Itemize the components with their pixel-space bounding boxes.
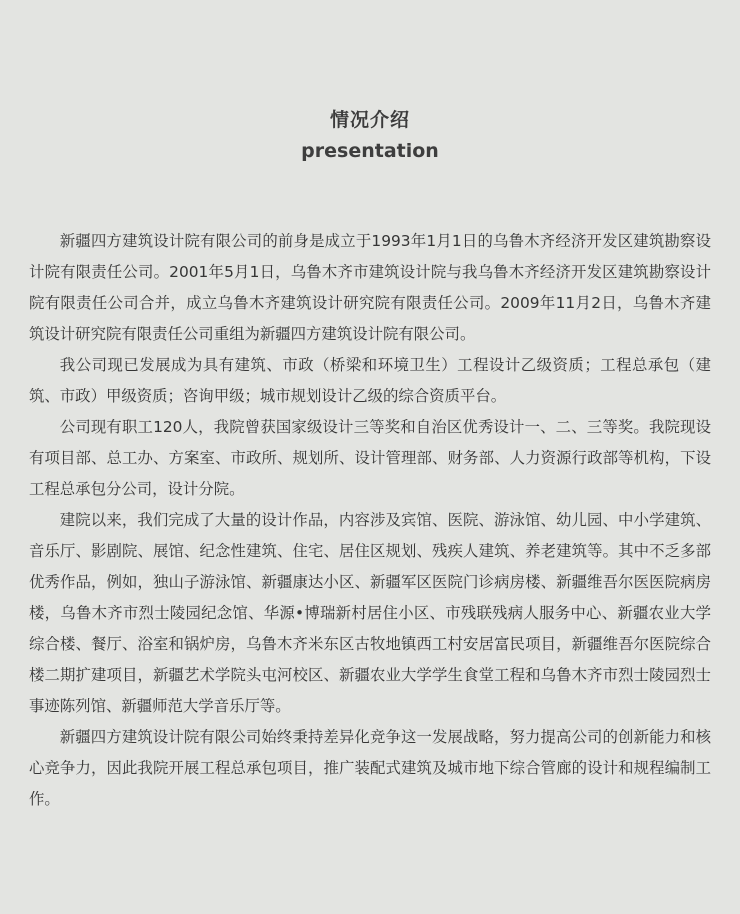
page-subtitle: presentation [301, 140, 439, 162]
paragraph-qualifications: 我公司现已发展成为具有建筑、市政（桥梁和环境卫生）工程设计乙级资质；工程总承包（建筑、市政）甲级资质；咨询甲级；城市规划设计乙级的综合资质平台。 [29, 356, 711, 405]
introduction-text [29, 226, 711, 815]
page-header [0, 106, 740, 165]
paragraph-staff-departments: 公司现有职工120人，我院曾获国家级设计三等奖和自治区优秀设计一、二、三等奖。我院现设有项目部、总工办、方案室、市政所、规划所、设计管理部、财务部、人力资源行政部等机构，下设工程总承包分公司，设计分院。 [29, 418, 711, 498]
paragraph-strategy: 新疆四方建筑设计院有限公司始终秉持差异化竞争这一发展战略，努力提高公司的创新能力和核心竞争力，因此我院开展工程总承包项目，推广装配式建筑及城市地下综合管廊的设计和规程编制工作。 [29, 728, 711, 808]
paragraph-history: 新疆四方建筑设计院有限公司的前身是成立于1993年1月1日的乌鲁木齐经济开发区建筑勘察设计院有限责任公司。2001年5月1日，乌鲁木齐市建筑设计院与我乌鲁木齐经济开发区建筑勘察设计院有限责任公司合并，成立乌鲁木齐建筑设计研究院有限责任公司。2009年11月2日，乌鲁木齐建筑设计研究院有限责任公司重组为新疆四方建筑设计院有限公司。 [29, 232, 711, 343]
paragraph-projects: 建院以来，我们完成了大量的设计作品，内容涉及宾馆、医院、游泳馆、幼儿园、中小学建筑、音乐厅、影剧院、展馆、纪念性建筑、住宅、居住区规划、残疾人建筑、养老建筑等。其中不乏多部优秀作品，例如，独山子游泳馆、新疆康达小区、新疆军区医院门诊病房楼、新疆维吾尔医医院病房楼，乌鲁木齐市烈士陵园纪念馆、华源•博瑞新村居住小区、市残联残病人服务中心、新疆农业大学综合楼、餐厅、浴室和锅炉房，乌鲁木齐米东区古牧地镇西工村安居富民项目，新疆维吾尔医院综合楼二期扩建项目，新疆艺术学院头屯河校区、新疆农业大学学生食堂工程和乌鲁木齐市烈士陵园烈士事迹陈列馆、新疆师范大学音乐厅等。 [29, 511, 711, 715]
page-title: 情况介绍 [329, 109, 410, 131]
